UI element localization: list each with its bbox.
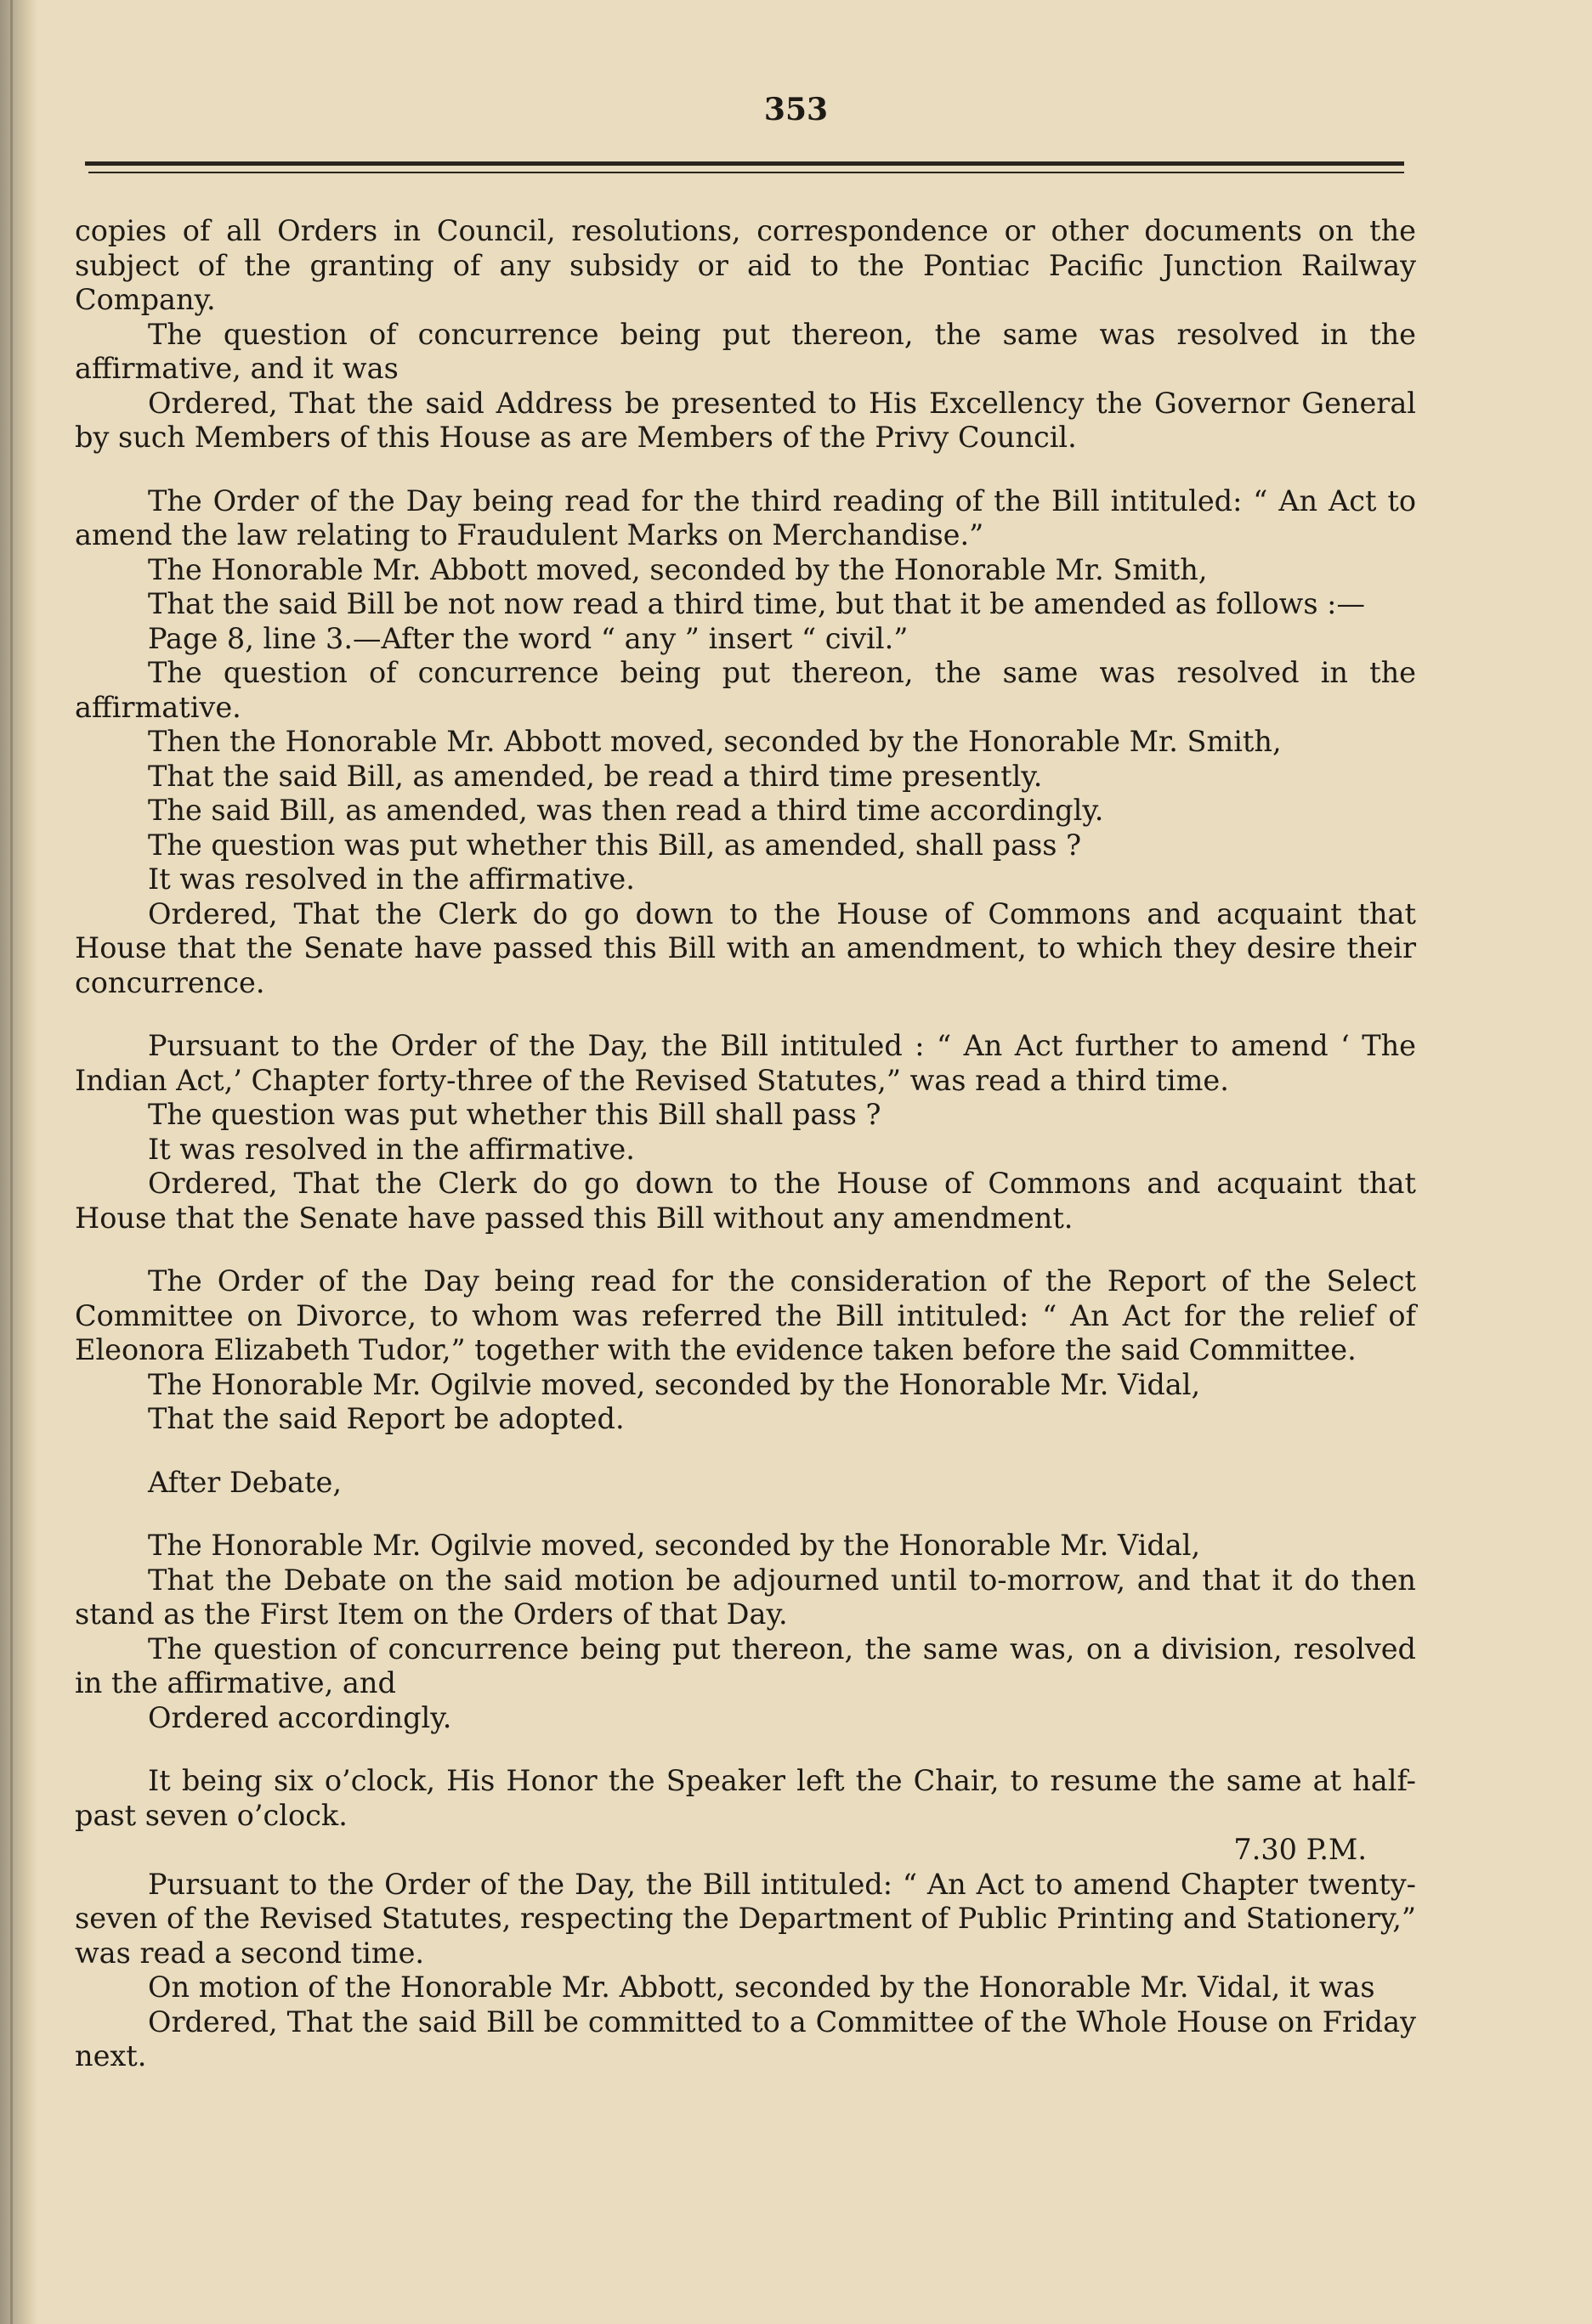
paragraph: Ordered accordingly. [148, 1700, 452, 1734]
paragraph: The question was put whether this Bill shall pass ? [148, 1098, 881, 1131]
paragraph: Then the Honorable Mr. Abbott moved, seconded by the Honorable Mr. Smith, [148, 725, 1282, 758]
paragraph: Ordered, That the said Address be presented to His Excellency the Governor General by such Members of this House as are Members of the Privy Council. [75, 386, 1416, 454]
paragraph: It was resolved in the affirmative. [148, 1132, 635, 1166]
paragraph-list-after [75, 1868, 1416, 2074]
paragraph: The said Bill, as amended, was then read a third time accordingly. [148, 794, 1104, 827]
paragraph: That the Debate on the said motion be adjourned until to-morrow, and that it do then stand as the First Item on the Orders of that Day. [75, 1563, 1416, 1631]
paragraph: The question of concurrence being put thereon, the same was resolved in the affirmative, and it was [75, 317, 1416, 385]
paragraph: The question of concurrence being put thereon, the same was, on a division, resolved in the affirmative, and [75, 1631, 1416, 1699]
paragraph: Pursuant to the Order of the Day, the Bill intituled: “ An Act to amend Chapter twenty-seven of the Revised Statutes, respecting the Department of Public Printing and Stationery,” was read a second time. [75, 1867, 1416, 1970]
paragraph: The Order of the Day being read for the consideration of the Report of the Select Committee on Divorce, to whom was referred the Bill intituled: “ An Act for the relief of Eleonora Elizabeth Tudor,” together with the evidence taken before the said Committee. [75, 1264, 1416, 1366]
paragraph: The Honorable Mr. Abbott moved, seconded by the Honorable Mr. Smith, [148, 552, 1208, 586]
paragraph: The Honorable Mr. Ogilvie moved, seconded by the Honorable Mr. Vidal, [148, 1367, 1201, 1401]
paragraph: The Honorable Mr. Ogilvie moved, seconded by the Honorable Mr. Vidal, [148, 1529, 1201, 1562]
paragraph: That the said Bill, as amended, be read a third time presently. [148, 759, 1043, 793]
paragraph: The question of concurrence being put thereon, the same was resolved in the affirmative. [75, 656, 1416, 724]
paragraph: It was resolved in the affirmative. [148, 862, 635, 896]
page-number: 353 [763, 92, 829, 127]
paragraph-list [75, 214, 1416, 1833]
paragraph: Ordered, That the said Bill be committed to a Committee of the Whole House on Friday next. [75, 2005, 1416, 2072]
paragraph: On motion of the Honorable Mr. Abbott, seconded by the Honorable Mr. Vidal, it was [148, 1971, 1375, 2004]
header-rule [85, 161, 1404, 166]
paragraph: Pursuant to the Order of the Day, the Bill intituled : “ An Act further to amend ‘ The Indian Act,’ Chapter forty-three of the Revised Statutes,” was read a third time. [75, 1029, 1416, 1097]
paragraph: That the said Bill be not now read a third time, but that it be amended as follows :— [148, 587, 1365, 620]
paragraph: Ordered, That the Clerk do go down to the House of Commons and acquaint that House that the Senate have passed this Bill with an amendment, to which they desire their concurrence. [75, 896, 1416, 999]
paragraph: That the said Report be adopted. [148, 1402, 625, 1435]
paragraph: copies of all Orders in Council, resolutions, correspondence or other documents on the subject of the granting of any subsidy or aid to the Pontiac Pacific Junction Railway Company. [75, 214, 1416, 316]
page-binding-edge [0, 0, 37, 2324]
header-rule-thin [88, 172, 1404, 173]
page-body [75, 214, 1416, 2074]
page-binding-line [10, 0, 13, 2324]
time-marker: 7.30 P.M. [1233, 1833, 1367, 1866]
paragraph: Ordered, That the Clerk do go down to the House of Commons and acquaint that House that the Senate have passed this Bill without any amendment. [75, 1167, 1416, 1235]
paragraph: The Order of the Day being read for the third reading of the Bill intituled: “ An Act to amend the law relating to Fraudulent Marks on Merchandise.” [75, 483, 1416, 551]
paragraph: It being six o’clock, His Honor the Speaker left the Chair, to resume the same at half-past seven o’clock. [75, 1764, 1416, 1832]
paragraph: The question was put whether this Bill, as amended, shall pass ? [148, 828, 1082, 862]
paragraph: After Debate, [148, 1465, 342, 1499]
paragraph: Page 8, line 3.—After the word “ any ” insert “ civil.” [148, 621, 909, 655]
